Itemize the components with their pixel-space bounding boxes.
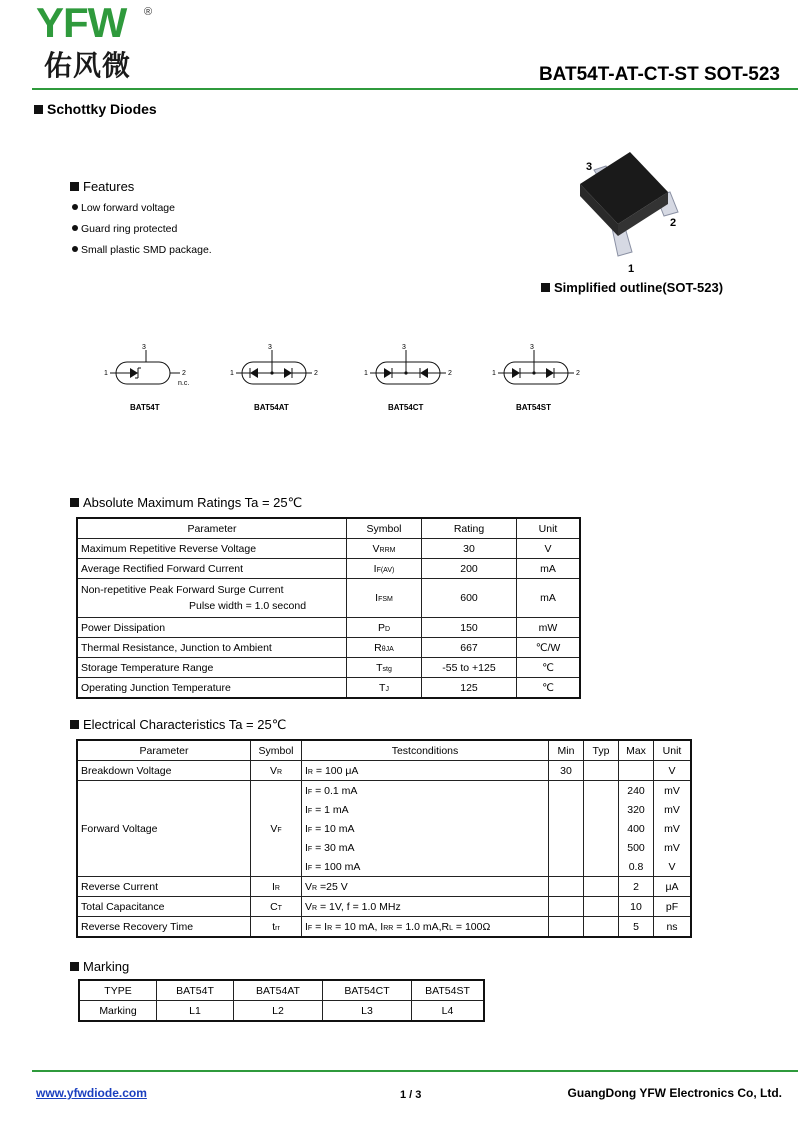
diagram-label: BAT54T bbox=[130, 403, 160, 412]
website-link[interactable]: www.yfwdiode.com bbox=[36, 1086, 147, 1100]
square-bullet-icon bbox=[70, 182, 79, 191]
registered-mark: ® bbox=[144, 6, 153, 18]
svg-text:1: 1 bbox=[364, 370, 368, 377]
svg-text:1: 1 bbox=[104, 370, 108, 377]
features-heading bbox=[70, 179, 134, 194]
table-row: IF = 10 mA 400 mV bbox=[77, 819, 691, 838]
abs-max-table bbox=[76, 517, 581, 699]
svg-text:2: 2 bbox=[576, 370, 580, 377]
elec-table bbox=[76, 739, 692, 938]
elec-heading: Electrical Characteristics Ta = 25℃ bbox=[70, 717, 286, 733]
svg-text:2: 2 bbox=[314, 370, 318, 377]
bullet-icon bbox=[72, 225, 78, 231]
table-row: Forward Voltage VF IF = 0.1 mA 240 mV bbox=[77, 781, 691, 801]
svg-text:2: 2 bbox=[182, 370, 186, 377]
table-row: Total Capacitance CT VR = 1V, f = 1.0 MHz 10 pF bbox=[77, 897, 691, 917]
table-row: Average Rectified Forward Current IF(AV) 200 mA bbox=[77, 559, 580, 579]
square-bullet-icon bbox=[541, 283, 550, 292]
table-row: Marking L1 L2 L3 L4 bbox=[79, 1001, 484, 1022]
category-heading bbox=[34, 101, 157, 117]
feature-item: Guard ring protected bbox=[72, 219, 212, 240]
abs-max-heading: Absolute Maximum Ratings Ta = 25℃ bbox=[70, 495, 302, 511]
features-list bbox=[72, 198, 212, 261]
table-row: Storage Temperature Range Tstg -55 to +125 ℃ bbox=[77, 658, 580, 678]
bat54ct-diagram bbox=[362, 340, 462, 420]
bat54at-diagram bbox=[228, 340, 328, 420]
logo-text: YFW bbox=[36, 0, 127, 46]
table-row: Breakdown Voltage VR IR = 100 μA 30 V bbox=[77, 761, 691, 781]
feature-item: Small plastic SMD package. bbox=[72, 240, 212, 261]
svg-text:1: 1 bbox=[492, 370, 496, 377]
footer-divider bbox=[32, 1070, 798, 1072]
table-header-row: TYPE BAT54T BAT54AT BAT54CT BAT54ST bbox=[79, 980, 484, 1001]
company-name: GuangDong YFW Electronics Co, Ltd. bbox=[567, 1086, 782, 1100]
square-bullet-icon bbox=[70, 720, 79, 729]
diagram-label: BAT54CT bbox=[388, 403, 424, 412]
marking-table bbox=[78, 979, 485, 1022]
header-divider bbox=[32, 88, 798, 90]
pin3-label: 3 bbox=[586, 161, 593, 173]
table-row: Reverse Recovery Time trr IF = IR = 10 mA, IRR = 1.0 mA,RL = 100Ω 5 ns bbox=[77, 917, 691, 938]
table-row: Power Dissipation PD 150 mW bbox=[77, 618, 580, 638]
table-row: Reverse Current IR VR =25 V 2 μA bbox=[77, 877, 691, 897]
svg-text:3: 3 bbox=[268, 344, 272, 351]
square-bullet-icon bbox=[70, 962, 79, 971]
table-row: Maximum Repetitive Reverse Voltage VRRM 30 V bbox=[77, 539, 580, 559]
svg-text:3: 3 bbox=[142, 344, 146, 351]
marking-heading: Marking bbox=[70, 959, 129, 974]
table-header-row: Parameter Symbol Rating Unit bbox=[77, 518, 580, 539]
svg-text:2: 2 bbox=[448, 370, 452, 377]
svg-text:3: 3 bbox=[530, 344, 534, 351]
table-row: Operating Junction Temperature TJ 125 ℃ bbox=[77, 678, 580, 699]
page-number: 1 / 3 bbox=[400, 1089, 422, 1101]
bullet-icon bbox=[72, 246, 78, 252]
table-row: Thermal Resistance, Junction to Ambient RθJA 667 ℃/W bbox=[77, 638, 580, 658]
square-bullet-icon bbox=[70, 498, 79, 507]
logo-chinese: 佑风微 bbox=[44, 50, 132, 81]
table-row: IF = 30 mA 500 mV bbox=[77, 838, 691, 857]
pin2-label: 2 bbox=[670, 217, 677, 229]
features-title: Features bbox=[83, 179, 135, 194]
table-row: IF = 1 mA 320 mV bbox=[77, 800, 691, 819]
bullet-icon bbox=[72, 204, 78, 210]
diagram-label: BAT54AT bbox=[254, 403, 289, 412]
pin1-label: 1 bbox=[628, 263, 635, 275]
bat54st-diagram bbox=[490, 340, 590, 420]
svg-text:n.c.: n.c. bbox=[178, 380, 190, 387]
table-row: Non-repetitive Peak Forward Surge Current Pulse width = 1.0 second IFSM 600 mA bbox=[77, 579, 580, 618]
category-label: Schottky Diodes bbox=[47, 101, 157, 117]
table-row: IF = 100 mA 0.8 V bbox=[77, 857, 691, 877]
package-caption: Simplified outline(SOT-523) bbox=[541, 280, 723, 295]
bat54t-diagram bbox=[100, 340, 200, 420]
svg-text:1: 1 bbox=[230, 370, 234, 377]
svg-text:3: 3 bbox=[402, 344, 406, 351]
document-title: BAT54T-AT-CT-ST SOT-523 bbox=[538, 64, 780, 85]
square-bullet-icon bbox=[34, 105, 43, 114]
feature-item: Low forward voltage bbox=[72, 198, 212, 219]
sot523-package-image bbox=[560, 140, 700, 275]
table-header-row: Parameter Symbol Testconditions Min Typ Max Unit bbox=[77, 740, 691, 761]
diagram-label: BAT54ST bbox=[516, 403, 551, 412]
